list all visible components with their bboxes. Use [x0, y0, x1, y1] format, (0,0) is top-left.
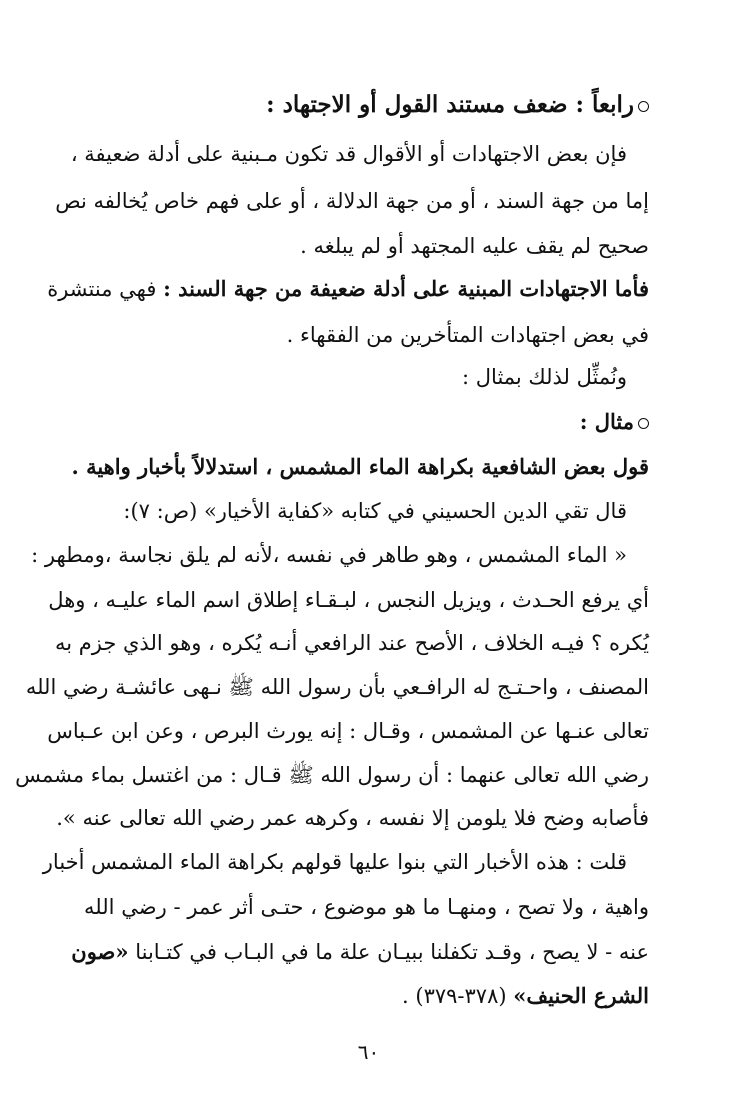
bullet-icon [638, 418, 649, 429]
paragraph-line [47, 272, 649, 306]
bold-phrase: فأما الاجتهادات المبنية على أدلة ضعيفة من جهة السند : [163, 276, 649, 301]
quote-line: رضي الله تعالى عنهما : أن رسول الله ﷺ قـال : من اغتسل بماء مشمس [15, 763, 649, 787]
quote-line: « الماء المشمس ، وهو طاهر في نفسه ،لأنه لم يلق نجاسة ،ومطهر : [31, 543, 627, 567]
quote-line: تعالى عنـها عن المشمس ، وقـال : إنه يورث البرص ، وعن ابن عـباس [47, 719, 649, 743]
paragraph-line: فإن بعض الاجتهادات أو الأقوال قد تكون مـبنية على أدلة ضعيفة ، [70, 142, 627, 166]
example-heading-text: مثال : [579, 409, 634, 434]
paragraph-line: إما من جهة السند ، أو من جهة الدلالة ، أو على فهم خاص يُخالفه نص [55, 189, 649, 213]
comment-line: واهية ، ولا تصح ، ومنهـا ما هو موضوع ، حتـى أثر عمر - رضي الله [84, 895, 649, 919]
citation: (٣٧٨-٣٧٩) . [402, 984, 507, 1008]
comment-line [84, 979, 649, 1013]
paragraph-line: ونُمثِّل لذلك بمثال : [462, 365, 627, 389]
example-heading [84, 405, 649, 439]
paragraph-line: في بعض اجتهادات المتأخرين من الفقهاء . [286, 323, 649, 347]
quote-line: يُكره ؟ فيـه الخلاف ، الأصح عند الرافعي أنـه يُكره ، وهو الذي جزم به [54, 631, 649, 655]
text-phrase: فهي منتشرة [47, 277, 157, 301]
comment-line [71, 935, 649, 969]
bullet-icon [638, 101, 649, 112]
comment-text: عنه - لا يصح ، وقـد تكفلنا ببيـان علة ما في البـاب في كتـابنا [135, 940, 649, 964]
quote-line: المصنف ، واحـتـج له الرافـعي بأن رسول الله ﷺ نـهى عائشـة رضي الله [25, 675, 649, 699]
book-title: الشرع الحنيف» [513, 983, 649, 1008]
comment-line: قلت : هذه الأخبار التي بنوا عليها قولهم بكراهة الماء المشمس أخبار [42, 850, 627, 874]
page-number: ٦٠ [357, 1040, 380, 1064]
quote-intro: قال تقي الدين الحسيني في كتابه «كفاية الأخيار» (ص: ٧): [123, 499, 627, 523]
book-title: «صون [71, 939, 129, 964]
quote-line: أي يرفع الحـدث ، ويزيل النجس ، لبـقـاء إطلاق اسم الماء عليـه ، وهل [48, 588, 649, 612]
section-heading-text: رابعاً : ضعف مستند القول أو الاجتهاد : [266, 91, 634, 118]
paragraph-line: صحيح لم يقف عليه المجتهد أو لم يبلغه . [300, 234, 649, 258]
quote-line: فأصابه وضح فلا يلومن إلا نفسه ، وكرهه عمر رضي الله تعالى عنه ». [56, 806, 649, 830]
example-statement: قول بعض الشافعية بكراهة الماء المشمس ، استدلالاً بأخبار واهية . [71, 454, 649, 479]
section-heading [84, 88, 649, 122]
